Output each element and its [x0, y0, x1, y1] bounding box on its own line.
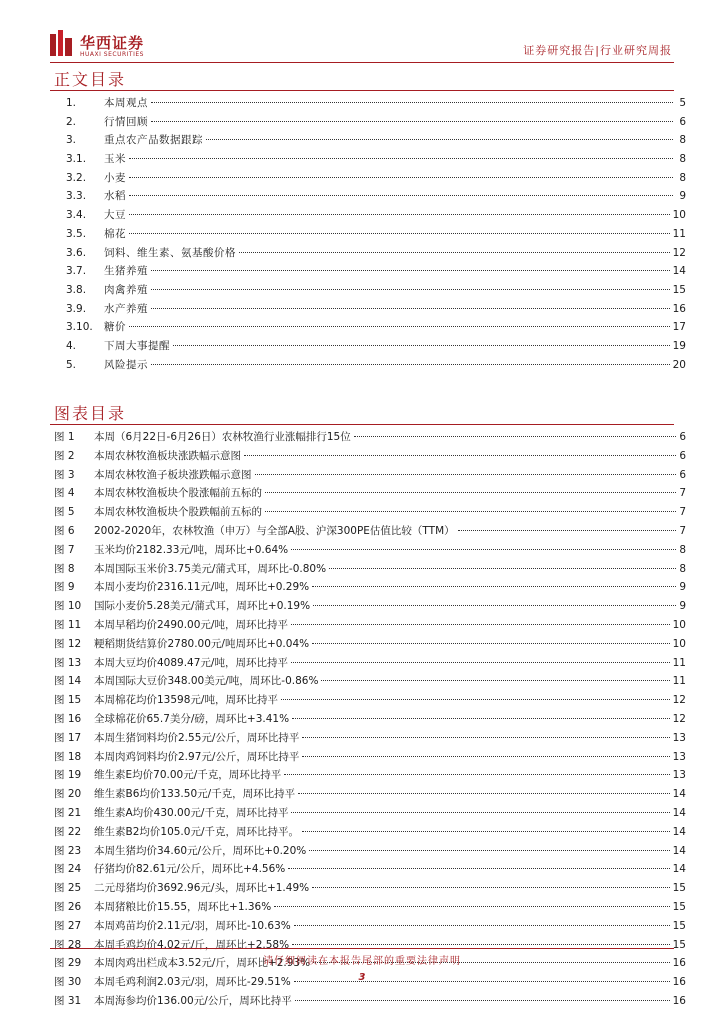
dot-leader [291, 662, 670, 663]
entry-title: 本周国际大豆价348.00美元/吨，周环比-0.86% [94, 675, 319, 688]
toc-entry[interactable] [66, 244, 686, 263]
entry-number: 图 29 [54, 957, 82, 970]
entry-number: 图 9 [54, 581, 75, 594]
dot-leader [321, 680, 669, 681]
toc-entry[interactable] [66, 169, 686, 188]
dot-leader [129, 233, 670, 234]
dot-leader [312, 887, 670, 888]
entry-number: 3.9. [66, 302, 87, 315]
entry-title: 行情回顾 [104, 115, 148, 128]
entry-title: 国际小麦价5.28美元/蒲式耳，周环比+0.19% [94, 600, 311, 613]
toc-entry[interactable] [66, 337, 686, 356]
entry-title: 水稻 [104, 190, 126, 203]
dot-leader [265, 511, 676, 512]
entry-number: 5. [66, 358, 77, 371]
entry-number: 2. [66, 115, 77, 128]
dot-leader [151, 102, 673, 103]
toc-entry[interactable] [66, 356, 686, 375]
figure-entry[interactable] [54, 522, 686, 541]
toc-entry[interactable] [66, 281, 686, 300]
dot-leader [291, 624, 670, 625]
entry-number: 图 31 [54, 994, 82, 1007]
figure-entry[interactable] [54, 823, 686, 842]
entry-number: 图 5 [54, 506, 75, 519]
dot-leader [458, 530, 677, 531]
dot-leader [265, 492, 676, 493]
footer-divider [50, 948, 674, 949]
dot-leader [354, 436, 677, 437]
entry-title: 玉米 [104, 153, 126, 166]
figure-entry[interactable] [54, 691, 686, 710]
entry-title: 维生素E均价70.00元/千克，周环比持平 [94, 769, 282, 782]
entry-number: 3.8. [66, 283, 87, 296]
entry-page: 17 [672, 321, 686, 334]
entry-page: 14 [672, 265, 686, 278]
entry-number: 图 14 [54, 675, 82, 688]
entry-title: 仔猪均价82.61元/公斤，周环比+4.56% [94, 863, 286, 876]
entry-number: 3. [66, 134, 77, 147]
entry-page: 14 [672, 806, 686, 819]
dot-leader [295, 1000, 670, 1001]
page-number: 3 [358, 972, 366, 983]
dot-leader [274, 906, 669, 907]
figure-entry[interactable] [54, 710, 686, 729]
entry-page: 11 [672, 675, 686, 688]
dot-leader [291, 549, 676, 550]
entry-title: 本周观点 [104, 97, 148, 109]
toc-title: 正文目录 [54, 70, 127, 89]
entry-title: 本周鸡苗均价2.11元/羽，周环比-10.63% [94, 919, 291, 932]
entry-page: 12 [672, 694, 686, 707]
entry-title: 本周国际玉米价3.75美元/蒲式耳，周环比-0.80% [94, 562, 327, 575]
entry-title: 本周农林牧渔板块个股跌幅前五标的 [94, 506, 262, 519]
entry-number: 1. [66, 97, 77, 109]
figure-entry[interactable] [54, 503, 686, 522]
dot-leader [288, 868, 669, 869]
dot-leader [294, 925, 670, 926]
entry-page: 8 [679, 543, 686, 556]
entry-title: 肉禽养殖 [104, 283, 148, 296]
entry-number: 图 19 [54, 769, 82, 782]
entry-number: 4. [66, 339, 77, 352]
dot-leader [255, 474, 677, 475]
entry-page: 10 [672, 618, 686, 631]
entry-title: 本周肉鸡饲料均价2.97元/公斤，周环比持平 [94, 750, 300, 763]
dot-leader [302, 831, 670, 832]
entry-title: 风险提示 [104, 358, 148, 371]
dot-leader [298, 793, 669, 794]
entry-number: 3.3. [66, 190, 87, 203]
entry-title: 维生素A均价430.00元/千克，周环比持平 [94, 806, 289, 819]
entry-page: 7 [679, 524, 686, 537]
entry-page: 6 [679, 468, 686, 481]
entry-number: 图 25 [54, 882, 82, 895]
figure-entry[interactable] [54, 578, 686, 597]
entry-page: 16 [672, 302, 686, 315]
entry-number: 3.6. [66, 246, 87, 259]
entry-page: 8 [679, 171, 686, 184]
entry-title: 维生素B2均价105.0元/千克，周环比持平。 [94, 825, 299, 838]
toc-entry[interactable] [66, 300, 686, 319]
dot-leader [151, 121, 673, 122]
entry-number: 图 3 [54, 468, 75, 481]
entry-page: 6 [679, 431, 686, 443]
entry-page: 5 [679, 97, 686, 109]
entry-number: 3.4. [66, 209, 87, 222]
entry-page: 6 [679, 115, 686, 128]
entry-number: 3.10. [66, 321, 93, 334]
entry-number: 图 15 [54, 694, 82, 707]
figure-entry[interactable] [54, 898, 686, 917]
entry-title: 大豆 [104, 209, 126, 222]
entry-title: 棉花 [104, 227, 126, 240]
entry-page: 15 [672, 283, 686, 296]
entry-number: 图 30 [54, 976, 82, 989]
entry-page: 9 [679, 581, 686, 594]
figure-entry[interactable] [54, 804, 686, 823]
figures-title-divider [50, 424, 674, 425]
entry-number: 图 11 [54, 618, 82, 631]
figure-entry[interactable] [54, 729, 686, 748]
dot-leader [129, 195, 673, 196]
entry-page: 10 [672, 209, 686, 222]
entry-number: 3.1. [66, 153, 87, 166]
entry-number: 图 21 [54, 806, 82, 819]
figure-entry[interactable] [54, 842, 686, 861]
entry-page: 15 [672, 919, 686, 932]
entry-title: 本周猪粮比价15.55，周环比+1.36% [94, 900, 272, 913]
dot-leader [292, 718, 670, 719]
figure-entry[interactable] [54, 860, 686, 879]
dot-leader [302, 756, 669, 757]
entry-number: 图 28 [54, 938, 82, 951]
figure-entry[interactable] [54, 879, 686, 898]
entry-title: 本周毛鸡利润2.03元/羽，周环比-29.51% [94, 976, 291, 989]
entry-title: 本周大豆均价4089.47元/吨，周环比持平 [94, 656, 288, 669]
toc-entry[interactable] [66, 94, 686, 113]
entry-page: 9 [679, 190, 686, 203]
figure-entry[interactable] [54, 785, 686, 804]
entry-title: 本周小麦均价2316.11元/吨，周环比+0.29% [94, 581, 310, 594]
toc-title-divider [50, 90, 674, 91]
toc-entry[interactable] [66, 113, 686, 132]
entry-title: 全球棉花价65.7美分/磅，周环比+3.41% [94, 712, 290, 725]
entry-number: 图 27 [54, 919, 82, 932]
page-header [0, 0, 724, 66]
dot-leader [239, 252, 670, 253]
dot-leader [329, 568, 676, 569]
entry-page: 6 [679, 449, 686, 462]
entry-page: 14 [672, 844, 686, 857]
figure-entry[interactable] [54, 748, 686, 767]
entry-number: 图 20 [54, 788, 82, 801]
dot-leader [309, 850, 669, 851]
figures-title: 图表目录 [54, 404, 127, 423]
dot-leader [244, 455, 676, 456]
toc-entry[interactable] [66, 206, 686, 225]
toc-entry[interactable] [66, 318, 686, 337]
entry-page: 8 [679, 134, 686, 147]
dot-leader [129, 326, 670, 327]
entry-page: 13 [672, 731, 686, 744]
entry-title: 糖价 [104, 321, 126, 334]
figure-entry[interactable] [54, 616, 686, 635]
entry-page: 13 [672, 750, 686, 763]
entry-page: 11 [672, 227, 686, 240]
huaxi-logo-icon [50, 30, 72, 56]
entry-number: 图 16 [54, 712, 82, 725]
dot-leader [313, 605, 676, 606]
entry-page: 15 [672, 882, 686, 895]
dot-leader [284, 774, 669, 775]
entry-number: 图 2 [54, 449, 75, 462]
dot-leader [129, 158, 673, 159]
table-of-contents [66, 94, 686, 374]
entry-number: 图 8 [54, 562, 75, 575]
entry-number: 图 23 [54, 844, 82, 857]
entry-title: 重点农产品数据跟踪 [104, 134, 203, 147]
figure-entry[interactable] [54, 428, 686, 447]
logo-name: 华西证券 [80, 34, 145, 52]
entry-number: 3.7. [66, 265, 87, 278]
entry-title: 二元母猪均价3692.96元/头，周环比+1.49% [94, 882, 310, 895]
figure-entry[interactable] [54, 447, 686, 466]
dot-leader [302, 737, 669, 738]
entry-title: 本周生猪饲料均价2.55元/公斤，周环比持平 [94, 731, 300, 744]
dot-leader [291, 812, 669, 813]
dot-leader [129, 177, 673, 178]
entry-number: 图 22 [54, 825, 82, 838]
toc-entry[interactable] [66, 187, 686, 206]
entry-number: 图 4 [54, 487, 75, 500]
dot-leader [281, 699, 670, 700]
figure-entry[interactable] [54, 484, 686, 503]
entry-page: 11 [672, 656, 686, 669]
entry-title: 下周大事提醒 [104, 339, 170, 352]
figure-entry[interactable] [54, 917, 686, 936]
header-divider [50, 62, 674, 63]
dot-leader [292, 944, 670, 945]
entry-page: 13 [672, 769, 686, 782]
toc-entry[interactable] [66, 225, 686, 244]
dot-leader [173, 345, 670, 346]
dot-leader [206, 139, 673, 140]
entry-page: 12 [672, 246, 686, 259]
report-type: 证券研究报告|行业研究周报 [523, 44, 672, 57]
legal-notice: 请仔细阅读在本报告尾部的重要法律声明 [263, 956, 461, 967]
entry-number: 图 1 [54, 431, 75, 443]
logo-subtitle: HUAXI SECURITIES [80, 51, 144, 58]
entry-page: 14 [672, 863, 686, 876]
entry-page: 15 [672, 938, 686, 951]
entry-title: 维生素B6均价133.50元/千克，周环比持平 [94, 788, 296, 801]
figure-entry[interactable] [54, 672, 686, 691]
figure-entry[interactable] [54, 466, 686, 485]
entry-page: 16 [672, 976, 686, 989]
entry-page: 14 [672, 825, 686, 838]
figure-entry[interactable] [54, 654, 686, 673]
entry-page: 20 [672, 358, 686, 371]
entry-title: 本周农林牧渔子板块涨跌幅示意图 [94, 468, 252, 481]
dot-leader [151, 364, 670, 365]
entry-page: 10 [672, 637, 686, 650]
entry-title: 本周早稻均价2490.00元/吨，周环比持平 [94, 618, 288, 631]
figure-entry[interactable] [54, 541, 686, 560]
dot-leader [151, 308, 670, 309]
entry-number: 图 10 [54, 600, 82, 613]
entry-title: 水产养殖 [104, 302, 148, 315]
entry-title: 本周海参均价136.00元/公斤，周环比持平 [94, 994, 292, 1007]
entry-number: 图 13 [54, 656, 82, 669]
toc-entry[interactable] [66, 262, 686, 281]
entry-title: 粳稻期货结算价2780.00元/吨周环比+0.04% [94, 637, 310, 650]
entry-number: 图 6 [54, 524, 75, 537]
entry-title: 本周农林牧渔板块涨跌幅示意图 [94, 449, 241, 462]
entry-page: 8 [679, 153, 686, 166]
entry-title: 本周肉鸡出栏成本3.52元/斤，周环比+2.93% [94, 957, 311, 970]
entry-title: 本周生猪均价34.60元/公斤，周环比+0.20% [94, 844, 307, 857]
figure-entry[interactable] [54, 766, 686, 785]
dot-leader [312, 586, 676, 587]
entry-page: 16 [672, 994, 686, 1007]
entry-title: 本周（6月22日-6月26日）农林牧渔行业涨幅排行15位 [94, 431, 351, 443]
entry-title: 本周毛鸡均价4.02元/斤，周环比+2.58% [94, 938, 290, 951]
dot-leader [151, 289, 670, 290]
dot-leader [129, 214, 670, 215]
dot-leader [151, 270, 670, 271]
entry-title: 生猪养殖 [104, 265, 148, 278]
entry-page: 9 [679, 600, 686, 613]
figure-entry[interactable] [54, 560, 686, 579]
dot-leader [312, 643, 670, 644]
entry-page: 12 [672, 712, 686, 725]
entry-number: 图 17 [54, 731, 82, 744]
toc-entry[interactable] [66, 131, 686, 150]
entry-number: 3.2. [66, 171, 87, 184]
entry-page: 19 [672, 339, 686, 352]
entry-number: 图 12 [54, 637, 82, 650]
entry-page: 16 [672, 957, 686, 970]
entry-number: 图 7 [54, 543, 75, 556]
entry-title: 饲料、维生素、氨基酸价格 [104, 246, 236, 259]
entry-title: 本周农林牧渔板块个股涨幅前五标的 [94, 487, 262, 500]
toc-entry[interactable] [66, 150, 686, 169]
entry-number: 图 18 [54, 750, 82, 763]
figure-entry[interactable] [54, 635, 686, 654]
figure-list [54, 428, 686, 1011]
entry-number: 图 24 [54, 863, 82, 876]
entry-page: 7 [679, 487, 686, 500]
figure-entry[interactable] [54, 992, 686, 1011]
entry-title: 小麦 [104, 171, 126, 184]
entry-title: 2002-2020年，农林牧渔（申万）与全部A股、沪深300PE估值比较（TTM） [94, 524, 455, 537]
figure-entry[interactable] [54, 597, 686, 616]
entry-page: 14 [672, 788, 686, 801]
entry-page: 15 [672, 900, 686, 913]
entry-page: 8 [679, 562, 686, 575]
entry-page: 7 [679, 506, 686, 519]
entry-number: 图 26 [54, 900, 82, 913]
entry-title: 玉米均价2182.33元/吨，周环比+0.64% [94, 543, 289, 556]
entry-title: 本周棉花均价13598元/吨，周环比持平 [94, 694, 278, 707]
entry-number: 3.5. [66, 227, 87, 240]
